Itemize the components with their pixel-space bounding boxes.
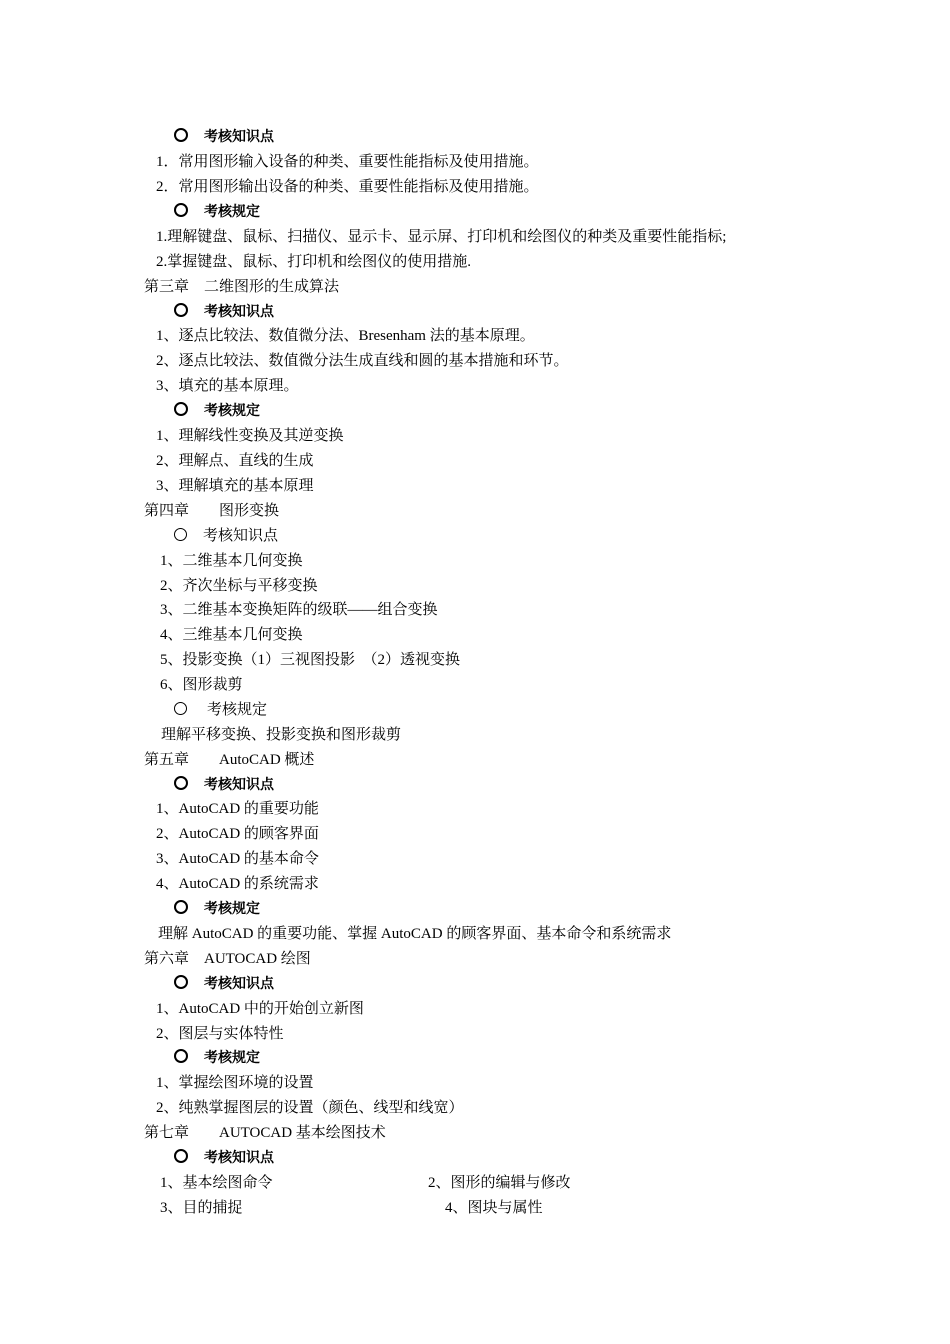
list-item: 1、掌握绘图环境的设置 bbox=[156, 1075, 314, 1091]
list-item: 6、图形裁剪 bbox=[160, 677, 243, 693]
section-heading-requirement: 考核规定 bbox=[174, 401, 260, 421]
list-item: 1、AutoCAD 中的开始创立新图 bbox=[156, 1001, 364, 1017]
circle-bullet-icon bbox=[174, 128, 188, 142]
list-item: 1．常用图形输入设备的种类、重要性能指标及使用措施。 bbox=[156, 154, 539, 170]
list-item: 2、图层与实体特性 bbox=[156, 1026, 284, 1042]
list-item: 3、填充的基本原理。 bbox=[156, 378, 299, 394]
list-item: 2.掌握键盘、鼠标、打印机和绘图仪的使用措施. bbox=[156, 254, 472, 270]
circle-bullet-icon bbox=[174, 975, 188, 989]
list-item: 2、纯熟掌握图层的设置（颜色、线型和线宽） bbox=[156, 1100, 464, 1116]
circle-bullet-icon bbox=[174, 776, 188, 790]
list-item: 1、AutoCAD 的重要功能 bbox=[156, 801, 319, 817]
circle-bullet-icon bbox=[174, 528, 187, 541]
paragraph: 理解 AutoCAD 的重要功能、掌握 AutoCAD 的顾客界面、基本命令和系统需求 bbox=[158, 926, 672, 942]
list-item: 2、AutoCAD 的顾客界面 bbox=[156, 826, 319, 842]
circle-bullet-icon bbox=[174, 203, 188, 217]
list-item: 1.理解键盘、鼠标、扫描仪、显示卡、显示屏、打印机和绘图仪的种类及重要性能指标; bbox=[156, 229, 727, 245]
list-item: 2、逐点比较法、数值微分法生成直线和圆的基本措施和环节。 bbox=[156, 353, 569, 369]
list-item: 2、理解点、直线的生成 bbox=[156, 453, 314, 469]
list-item: 2．常用图形输出设备的种类、重要性能指标及使用措施。 bbox=[156, 179, 539, 195]
circle-bullet-icon bbox=[174, 702, 187, 715]
section-heading-knowledge: 考核知识点 bbox=[174, 775, 274, 795]
section-heading-knowledge: 考核知识点 bbox=[174, 302, 274, 322]
section-heading-knowledge: 考核知识点 bbox=[174, 526, 278, 546]
section-heading-requirement: 考核规定 bbox=[174, 202, 260, 222]
chapter-title: 第五章 AutoCAD 概述 bbox=[144, 752, 315, 768]
section-heading-requirement: 考核规定 bbox=[174, 1048, 260, 1068]
section-heading-knowledge: 考核知识点 bbox=[174, 127, 274, 147]
chapter-title: 第七章 AUTOCAD 基本绘图技术 bbox=[144, 1125, 386, 1141]
list-item: 4、图块与属性 bbox=[445, 1200, 543, 1216]
section-heading-requirement: 考核规定 bbox=[174, 899, 260, 919]
list-item: 3、目的捕捉 bbox=[160, 1200, 243, 1216]
circle-bullet-icon bbox=[174, 303, 188, 317]
list-item: 3、AutoCAD 的基本命令 bbox=[156, 851, 319, 867]
list-item: 1、逐点比较法、数值微分法、Bresenham 法的基本原理。 bbox=[156, 328, 535, 344]
list-item: 2、齐次坐标与平移变换 bbox=[160, 578, 318, 594]
list-item: 2、图形的编辑与修改 bbox=[428, 1175, 571, 1191]
list-item: 3、二维基本变换矩阵的级联——组合变换 bbox=[160, 602, 438, 618]
list-item: 4、AutoCAD 的系统需求 bbox=[156, 876, 319, 892]
list-item: 4、三维基本几何变换 bbox=[160, 627, 303, 643]
circle-bullet-icon bbox=[174, 900, 188, 914]
list-item: 1、基本绘图命令 bbox=[160, 1175, 273, 1191]
circle-bullet-icon bbox=[174, 402, 188, 416]
list-item: 5、投影变换（1）三视图投影 （2）透视变换 bbox=[160, 652, 461, 668]
chapter-title: 第四章 图形变换 bbox=[144, 503, 280, 519]
circle-bullet-icon bbox=[174, 1149, 188, 1163]
section-heading-knowledge: 考核知识点 bbox=[174, 974, 274, 994]
list-item: 3、理解填充的基本原理 bbox=[156, 478, 314, 494]
section-heading-requirement: 考核规定 bbox=[174, 700, 267, 720]
chapter-title: 第六章 AUTOCAD 绘图 bbox=[144, 951, 311, 967]
section-heading-knowledge: 考核知识点 bbox=[174, 1148, 274, 1168]
list-item: 1、二维基本几何变换 bbox=[160, 553, 303, 569]
list-item: 1、理解线性变换及其逆变换 bbox=[156, 428, 344, 444]
paragraph: 理解平移变换、投影变换和图形裁剪 bbox=[161, 727, 402, 743]
circle-bullet-icon bbox=[174, 1049, 188, 1063]
chapter-title: 第三章 二维图形的生成算法 bbox=[144, 279, 340, 295]
